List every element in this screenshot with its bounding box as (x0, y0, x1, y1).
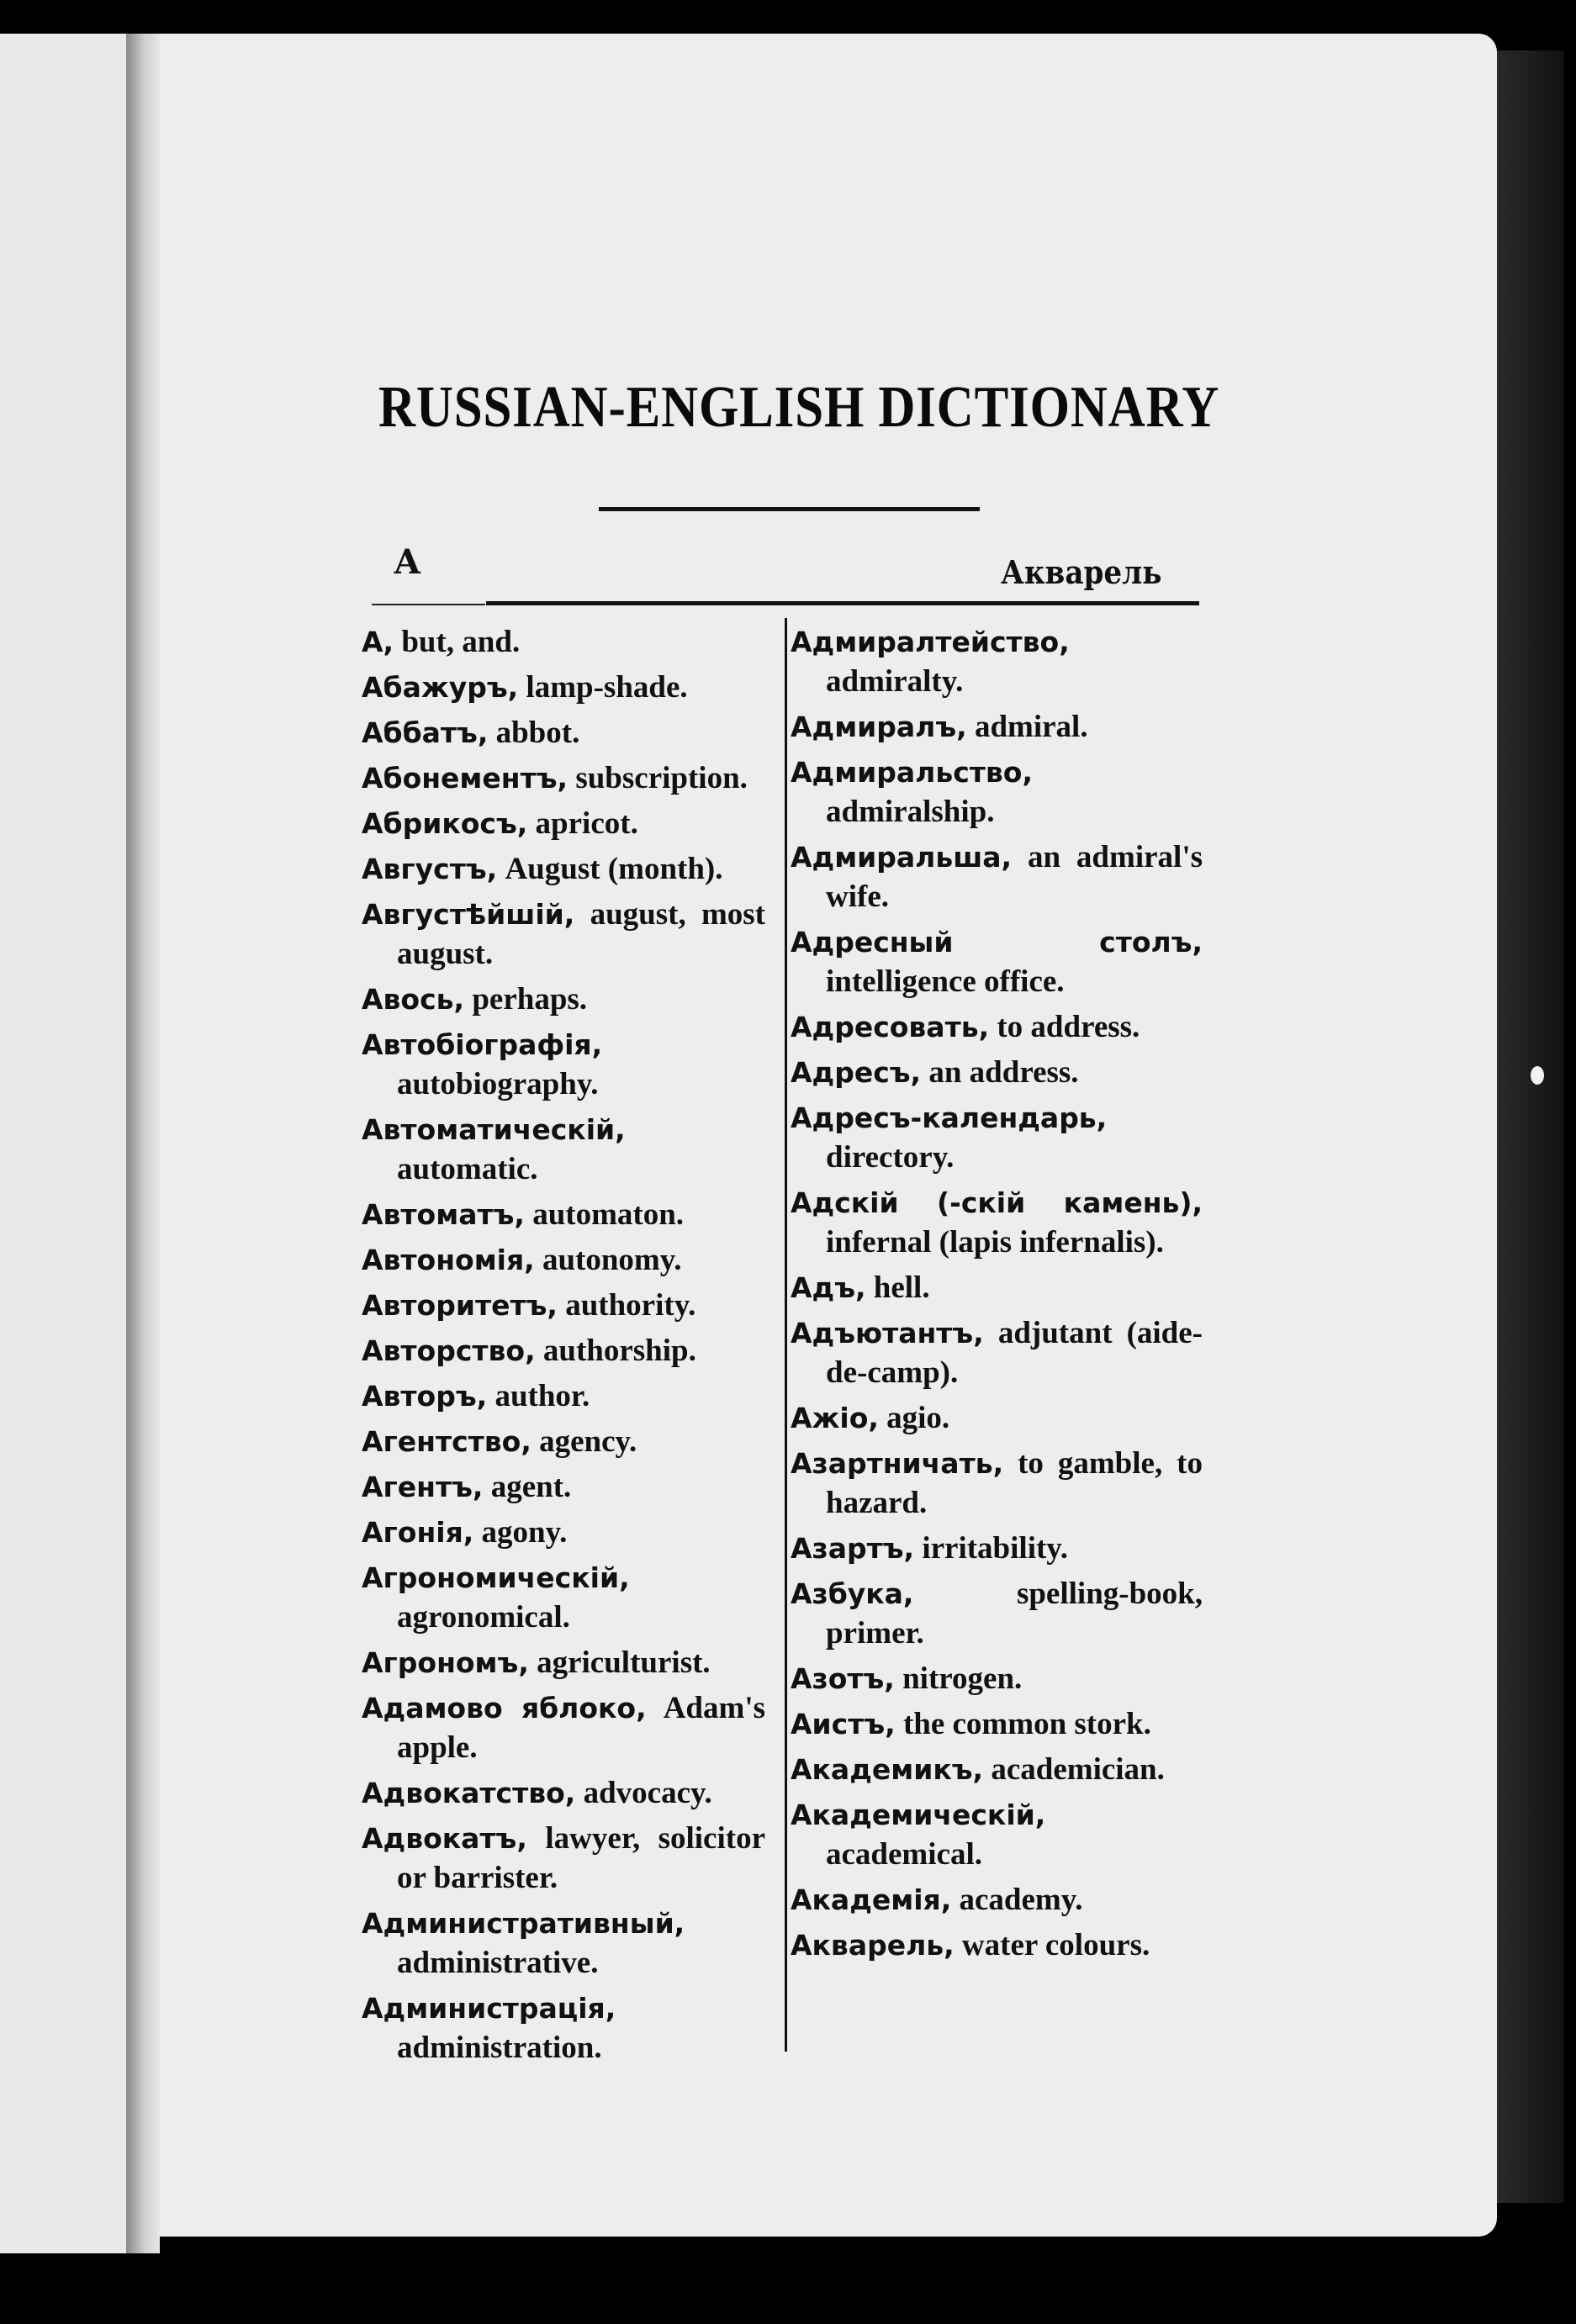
entry-headword: А, (362, 626, 394, 658)
entry-translation: automaton. (532, 1197, 685, 1232)
entry-translation: nitrogen. (902, 1661, 1023, 1696)
entry-translation: advocacy. (583, 1776, 712, 1810)
dictionary-entry (791, 837, 1203, 916)
entry-headword: Адмиралъ, (791, 710, 967, 743)
entry-translation: agency. (539, 1424, 637, 1459)
entry-translation: academy. (959, 1883, 1083, 1917)
entry-translation: author. (494, 1379, 590, 1413)
entry-headword: Административный, (362, 1907, 685, 1940)
entry-translation: adjutant (aide-de-camp). (826, 1316, 1203, 1390)
entries-column-left (362, 622, 765, 2073)
book-gutter (126, 34, 160, 2253)
entry-translation: an admiral's wife. (826, 840, 1203, 914)
header-rule-left (372, 604, 485, 605)
dictionary-entry (791, 707, 1203, 747)
dictionary-entry (791, 1659, 1203, 1698)
entry-translation: authority. (565, 1288, 696, 1323)
entry-headword: Автономія, (362, 1244, 535, 1276)
entry-translation: subscription. (575, 761, 748, 795)
dictionary-entry (362, 849, 765, 889)
entry-headword: Адвокатъ, (362, 1822, 527, 1855)
dictionary-entry (362, 1989, 765, 2068)
dictionary-entry (791, 1704, 1203, 1744)
entry-headword: Академія, (791, 1883, 952, 1916)
entry-translation: spelling-book, primer. (826, 1577, 1203, 1651)
entry-headword: Автоматическій, (362, 1113, 626, 1146)
entry-headword: Академическій, (791, 1798, 1046, 1831)
entry-headword: Аббатъ, (362, 716, 489, 749)
dictionary-entry (791, 1098, 1203, 1177)
entry-translation: autobiography. (397, 1067, 599, 1101)
dictionary-entry (362, 1904, 765, 1983)
header-rule (486, 601, 1199, 605)
dictionary-entry (362, 1558, 765, 1637)
entry-translation: to gamble, to hazard. (826, 1446, 1203, 1520)
dictionary-entry (791, 753, 1203, 832)
dictionary-entry (791, 1925, 1203, 1965)
dictionary-entry (362, 1422, 765, 1461)
running-head-right: Акварель (1001, 553, 1162, 591)
entry-headword: Адскій (-скій камень), (791, 1186, 1203, 1219)
entry-headword: Адмиралтейство, (791, 626, 1070, 658)
entry-translation: August (month). (505, 852, 723, 886)
entry-translation: to address. (997, 1010, 1140, 1044)
entry-headword: Агрономическій, (362, 1561, 630, 1594)
entry-headword: Администрація, (362, 1992, 616, 2025)
dictionary-entry (362, 1286, 765, 1325)
entry-translation: infernal (lapis infernalis). (826, 1225, 1164, 1260)
entry-translation: august, most august. (397, 897, 765, 971)
dictionary-entry (791, 1398, 1203, 1438)
entry-headword: Адвокатство, (362, 1777, 576, 1809)
entry-headword: Азотъ, (791, 1662, 895, 1695)
dictionary-entry (362, 1240, 765, 1280)
entry-headword: Абажуръ, (362, 671, 519, 704)
entry-headword: Адмиральство, (791, 756, 1033, 789)
entry-translation: perhaps. (472, 982, 588, 1017)
entry-headword: Адресовать, (791, 1011, 990, 1043)
entry-headword: Адресъ, (791, 1056, 922, 1089)
dictionary-entry (362, 804, 765, 843)
entry-headword: Адамово яблоко, (362, 1692, 647, 1725)
dictionary-entry (362, 895, 765, 974)
entry-translation: agony. (481, 1515, 568, 1550)
entry-headword: Авторитетъ, (362, 1289, 558, 1322)
entry-headword: Ажіо, (791, 1402, 879, 1434)
dictionary-entry (791, 1268, 1203, 1307)
dictionary-entry (791, 1444, 1203, 1523)
dictionary-entry (362, 1025, 765, 1104)
entry-translation: agio. (886, 1401, 950, 1435)
entry-translation: authorship. (542, 1334, 696, 1368)
dictionary-entry (362, 980, 765, 1019)
entry-translation: academical. (826, 1837, 982, 1872)
dictionary-entry (791, 1313, 1203, 1392)
entry-translation: administrative. (397, 1946, 599, 1980)
entry-headword: Адресъ-календарь, (791, 1101, 1108, 1134)
dictionary-entry (791, 1529, 1203, 1568)
dictionary-entry (791, 1007, 1203, 1047)
entry-translation: abbot. (495, 716, 580, 750)
entry-headword: Автобіографія, (362, 1028, 603, 1061)
dictionary-entry (791, 1880, 1203, 1920)
entry-headword: Агрономъ, (362, 1646, 529, 1679)
entry-translation: agriculturist. (537, 1645, 711, 1680)
entry-headword: Азартничать, (791, 1447, 1004, 1480)
dictionary-entry (791, 1183, 1203, 1262)
entry-translation: water colours. (961, 1928, 1150, 1962)
entry-translation: Adam's apple. (397, 1691, 766, 1765)
entry-headword: Авось, (362, 983, 465, 1016)
entry-translation: but, and. (401, 625, 521, 659)
dictionary-entry (362, 1688, 765, 1767)
dictionary-entry (362, 1467, 765, 1507)
entry-headword: Авторъ, (362, 1380, 488, 1413)
dictionary-entry (791, 1750, 1203, 1789)
entry-translation: hell. (873, 1270, 930, 1305)
dictionary-entry (791, 622, 1203, 701)
dictionary-entry (362, 1376, 765, 1416)
facing-page-edge (0, 34, 128, 2253)
column-divider (785, 618, 787, 2052)
dictionary-entry (362, 1643, 765, 1682)
entry-translation: intelligence office. (826, 964, 1065, 999)
entry-translation: administration. (397, 2031, 602, 2065)
dictionary-entry (362, 1513, 765, 1552)
entry-headword: Агентство, (362, 1425, 532, 1458)
entry-headword: Адъютантъ, (791, 1317, 984, 1350)
entry-headword: Азбука, (791, 1577, 914, 1610)
dictionary-entry (362, 1819, 765, 1898)
dictionary-entry (362, 1773, 765, 1813)
entry-headword: Адъ, (791, 1271, 866, 1304)
dictionary-entry (791, 1574, 1203, 1653)
entry-translation: an address. (928, 1055, 1079, 1090)
entry-translation: agronomical. (397, 1600, 570, 1635)
entry-translation: apricot. (535, 806, 638, 841)
entry-headword: Автоматъ, (362, 1198, 525, 1231)
entry-translation: directory. (826, 1140, 955, 1175)
entry-headword: Августъ, (362, 853, 498, 885)
dictionary-entry (362, 1195, 765, 1234)
dictionary-entry (791, 1053, 1203, 1092)
entry-headword: Аистъ, (791, 1708, 896, 1740)
dictionary-entry (362, 1110, 765, 1189)
page-edge-shadow (1497, 50, 1564, 2203)
entry-translation: admiral. (974, 710, 1088, 744)
entry-translation: irritability. (922, 1531, 1069, 1566)
dictionary-entry (362, 622, 765, 662)
running-head-left: А (394, 542, 421, 582)
entry-headword: Авторство, (362, 1334, 536, 1367)
dictionary-entry (362, 668, 765, 707)
entries-column-right (791, 622, 1203, 1971)
entry-headword: Адресный столъ, (791, 926, 1203, 959)
entry-translation: admiralty. (826, 664, 964, 699)
entry-translation: the common stork. (902, 1707, 1151, 1741)
entry-headword: Августѣйшій, (362, 898, 575, 931)
title-rule (599, 507, 980, 511)
entry-headword: Агентъ, (362, 1471, 484, 1503)
dictionary-entry (362, 758, 765, 798)
entry-translation: admiralship. (826, 795, 995, 829)
scan-speck (1531, 1066, 1544, 1085)
page-title: RUSSIAN-ENGLISH DICTIONARY (378, 375, 1220, 440)
dictionary-entry (362, 1331, 765, 1371)
entry-translation: lamp-shade. (526, 670, 688, 705)
dictionary-entry (791, 922, 1203, 1001)
entry-headword: Абрикосъ, (362, 807, 528, 840)
entry-translation: automatic. (397, 1152, 538, 1186)
entry-headword: Акварель, (791, 1929, 955, 1962)
entry-translation: autonomy. (542, 1243, 682, 1277)
dictionary-entry (362, 713, 765, 753)
dictionary-entry (791, 1795, 1203, 1874)
entry-headword: Адмиральша, (791, 841, 1013, 874)
entry-translation: academician. (991, 1752, 1165, 1787)
entry-headword: Агонія, (362, 1516, 474, 1549)
entry-headword: Абонементъ, (362, 762, 569, 795)
entry-translation: agent. (490, 1470, 572, 1504)
entry-headword: Азартъ, (791, 1532, 915, 1565)
entry-headword: Академикъ, (791, 1753, 984, 1786)
entry-translation: lawyer, solicitor or barrister. (397, 1821, 766, 1895)
